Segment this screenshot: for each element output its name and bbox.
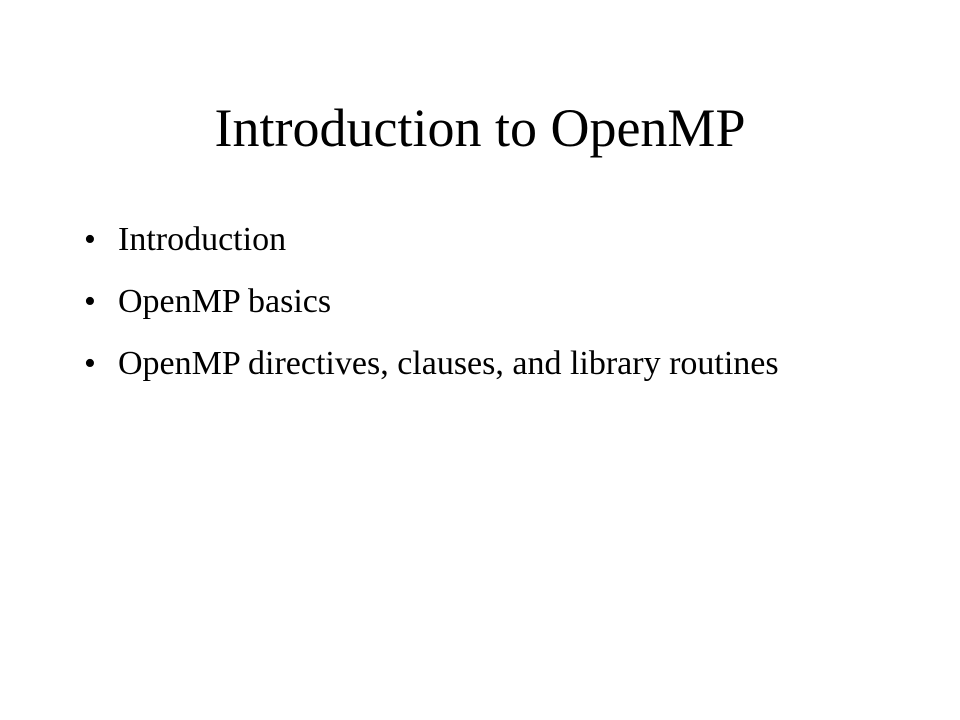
bullet-item xyxy=(84,220,884,260)
slide-title: Introduction to OpenMP xyxy=(214,98,746,158)
bullet-marker: • xyxy=(84,283,96,320)
bullet-item xyxy=(84,344,884,384)
bullet-text: OpenMP directives, clauses, and library routines xyxy=(118,345,779,382)
bullet-text: OpenMP basics xyxy=(118,283,332,320)
bullet-list xyxy=(84,220,884,406)
bullet-item xyxy=(84,282,884,322)
bullet-marker: • xyxy=(84,345,96,382)
bullet-text: Introduction xyxy=(118,221,287,258)
bullet-marker: • xyxy=(84,221,96,258)
